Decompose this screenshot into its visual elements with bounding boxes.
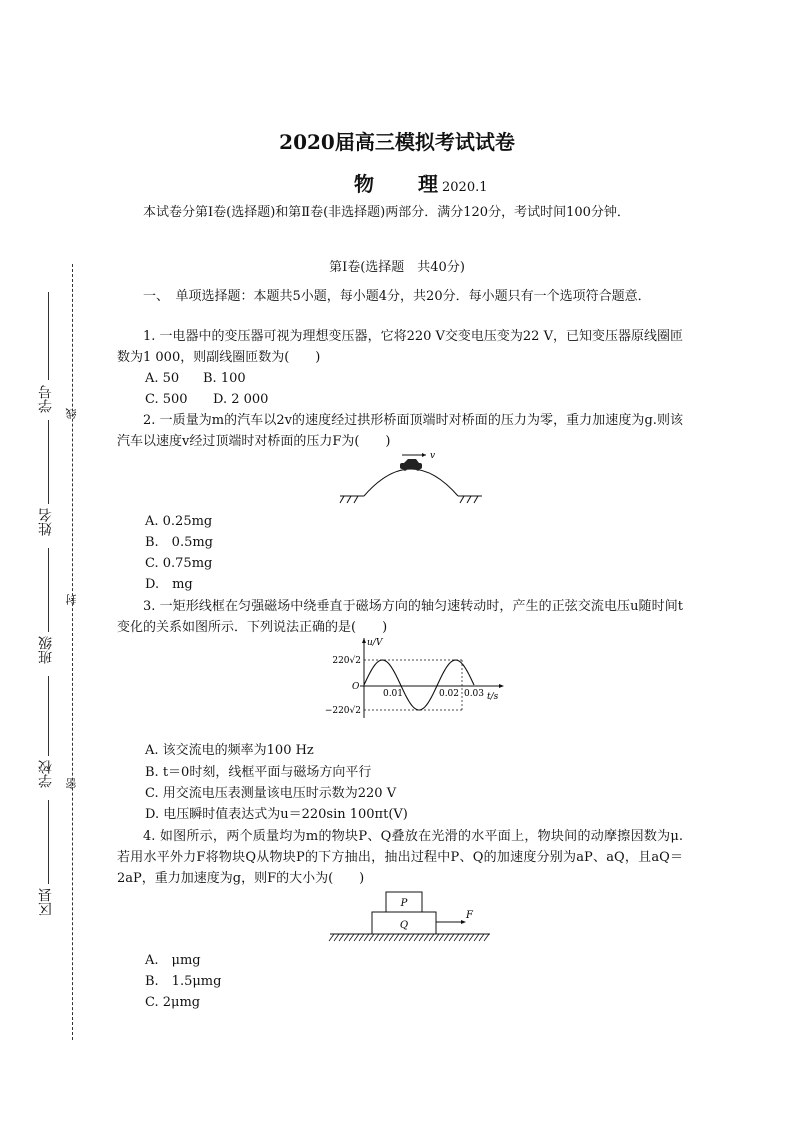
ground-hatch-line bbox=[414, 934, 419, 941]
ground-hatch-line bbox=[439, 934, 444, 941]
ground-hatch-line bbox=[339, 934, 344, 941]
q1-option-d: D. 2 000 bbox=[213, 392, 269, 407]
x-axis-label: t/s bbox=[487, 692, 499, 702]
block-p-label: P bbox=[400, 898, 408, 909]
ground-hatch-line bbox=[404, 934, 409, 941]
x-tick-label: 0.01 bbox=[382, 689, 404, 699]
ground-hatch-line bbox=[399, 934, 404, 941]
question-4-stem: 4. 如图所示，两个质量均为m的物块P、Q叠放在光滑的水平面上，物块间的动摩擦因数为μ.若用水平外力F将物块Q从物块P的下方抽出，抽出过程中P、Q的加速度分别为aP、aQ，且aQ＝2aP，重力加速度为g，则F的大小为( ) bbox=[117, 829, 683, 886]
section-title: 第Ⅰ卷(选择题 共40分) bbox=[329, 260, 465, 275]
seal-char-line: 线 bbox=[65, 408, 78, 419]
margin-rule bbox=[48, 420, 49, 504]
q3-option-a: A. 该交流电的频率为100 Hz bbox=[145, 743, 314, 758]
stacked-blocks-figure bbox=[328, 888, 494, 948]
part-heading: 一、 单项选择题：本题共5小题，每小题4分，共20分．每小题只有一个选项符合题意． bbox=[143, 289, 651, 304]
ground-hatch-line bbox=[479, 934, 484, 941]
ground-hatch-line bbox=[449, 934, 454, 941]
ground-hatch-line bbox=[334, 934, 339, 941]
ground-hatch-line bbox=[409, 934, 414, 941]
ground-hatch-line bbox=[384, 934, 389, 941]
q3-option-b: B. t＝0时刻，线框平面与磁场方向平行 bbox=[145, 765, 372, 780]
x-tick-label: 0.02 bbox=[438, 689, 460, 699]
ground-hatch-line bbox=[444, 934, 449, 941]
ground-hatch-line bbox=[349, 934, 354, 941]
ground-hatch-line bbox=[374, 934, 379, 941]
ground-hatch-line bbox=[379, 934, 384, 941]
y-axis-label: u/V bbox=[367, 638, 383, 648]
question-2-stem: 2. 一质量为m的汽车以2v的速度经过拱形桥面顶端时对桥面的压力为零，重力加速度为g.则该汽车以速度v经过顶端时对桥面的压力F为( ) bbox=[117, 413, 683, 449]
margin-label-district: 区县 bbox=[38, 888, 54, 916]
sine-curve bbox=[364, 660, 474, 710]
ground-hatch-line bbox=[329, 934, 334, 941]
exam-date: 2020.1 bbox=[442, 180, 488, 195]
block-q-label: Q bbox=[399, 920, 409, 931]
q3-option-c: C. 用交流电压表测量该电压时示数为220 V bbox=[145, 786, 397, 801]
ground-hatch-line bbox=[419, 934, 424, 941]
ground-hatch-line bbox=[454, 934, 459, 941]
ground-hatch-line bbox=[424, 934, 429, 941]
q2-option-d: D. mg bbox=[145, 577, 193, 592]
ground-hatch-line bbox=[394, 934, 399, 941]
ground-hatch-line bbox=[354, 934, 359, 941]
margin-label-school: 学校 bbox=[38, 760, 54, 788]
q1-option-c: C. 500 bbox=[145, 392, 188, 407]
margin-label-name: 姓名 bbox=[38, 508, 54, 536]
q2-option-c: C. 0.75mg bbox=[145, 556, 213, 571]
q1-option-b: B. 100 bbox=[203, 371, 246, 386]
arch-bridge-figure bbox=[336, 450, 486, 510]
question-3-stem: 3. 一矩形线框在匀强磁场中绕垂直于磁场方向的轴匀速转动时，产生的正弦交流电压u随时间t变化的关系如图所示．下列说法正确的是( ) bbox=[117, 599, 683, 635]
ground-hatch-line bbox=[359, 934, 364, 941]
intro-paragraph: 本试卷分第Ⅰ卷(选择题)和第Ⅱ卷(非选择题)两部分．满分120分，考试时间100分钟． bbox=[143, 205, 630, 220]
y-min-label: −220√2 bbox=[324, 706, 361, 716]
seal-char-secret: 密 bbox=[65, 778, 78, 789]
ground-hatch-line bbox=[464, 934, 469, 941]
margin-label-student-id: 学号 bbox=[38, 385, 54, 413]
subject-heading bbox=[354, 168, 488, 197]
exam-title: 2020届高三模拟考试试卷 bbox=[279, 130, 515, 154]
ground-hatch-line bbox=[429, 934, 434, 941]
margin-label-class: 班级 bbox=[38, 636, 54, 664]
x-tick-label: 0.03 bbox=[463, 689, 485, 699]
margin-rule bbox=[48, 548, 49, 632]
binding-dashed-line bbox=[72, 264, 73, 1040]
q3-option-d: D. 电压瞬时值表达式为u＝220sin 100πt(V) bbox=[145, 807, 408, 822]
y-max-label: 220√2 bbox=[332, 656, 361, 666]
seal-char-seal: 封 bbox=[65, 594, 78, 605]
q1-option-a: A. 50 bbox=[145, 371, 180, 386]
subject-char-2: 理 bbox=[418, 172, 438, 196]
ground-hatch-line bbox=[344, 934, 349, 941]
ground-hatch-line bbox=[364, 934, 369, 941]
origin-label: O bbox=[352, 682, 360, 692]
ground-hatch-line bbox=[434, 934, 439, 941]
ground-hatch-line bbox=[389, 934, 394, 941]
ground-hatch-line bbox=[369, 934, 374, 941]
force-label: F bbox=[466, 910, 473, 921]
q4-option-c: C. 2μmg bbox=[145, 995, 201, 1010]
ground-hatch-line bbox=[469, 934, 474, 941]
velocity-label: v bbox=[430, 451, 436, 461]
q2-option-b: B. 0.5mg bbox=[145, 535, 214, 550]
q4-option-b: B. 1.5μmg bbox=[145, 974, 222, 989]
ground-hatch-line bbox=[484, 934, 489, 941]
subject-char-1: 物 bbox=[354, 172, 374, 196]
question-1-stem: 1. 一电器中的变压器可视为理想变压器，它将220 V交变电压变为22 V，已知变压器原线圈匝数为1 000，则副线圈匝数为( ) bbox=[117, 329, 683, 365]
margin-rule bbox=[48, 676, 49, 756]
margin-rule bbox=[48, 292, 49, 380]
voltage-time-graph bbox=[322, 634, 506, 720]
margin-rule bbox=[48, 800, 49, 884]
ground-hatch-line bbox=[459, 934, 464, 941]
q4-option-a: A. μmg bbox=[145, 953, 201, 968]
q2-option-a: A. 0.25mg bbox=[145, 514, 213, 529]
ground-hatch-line bbox=[474, 934, 479, 941]
